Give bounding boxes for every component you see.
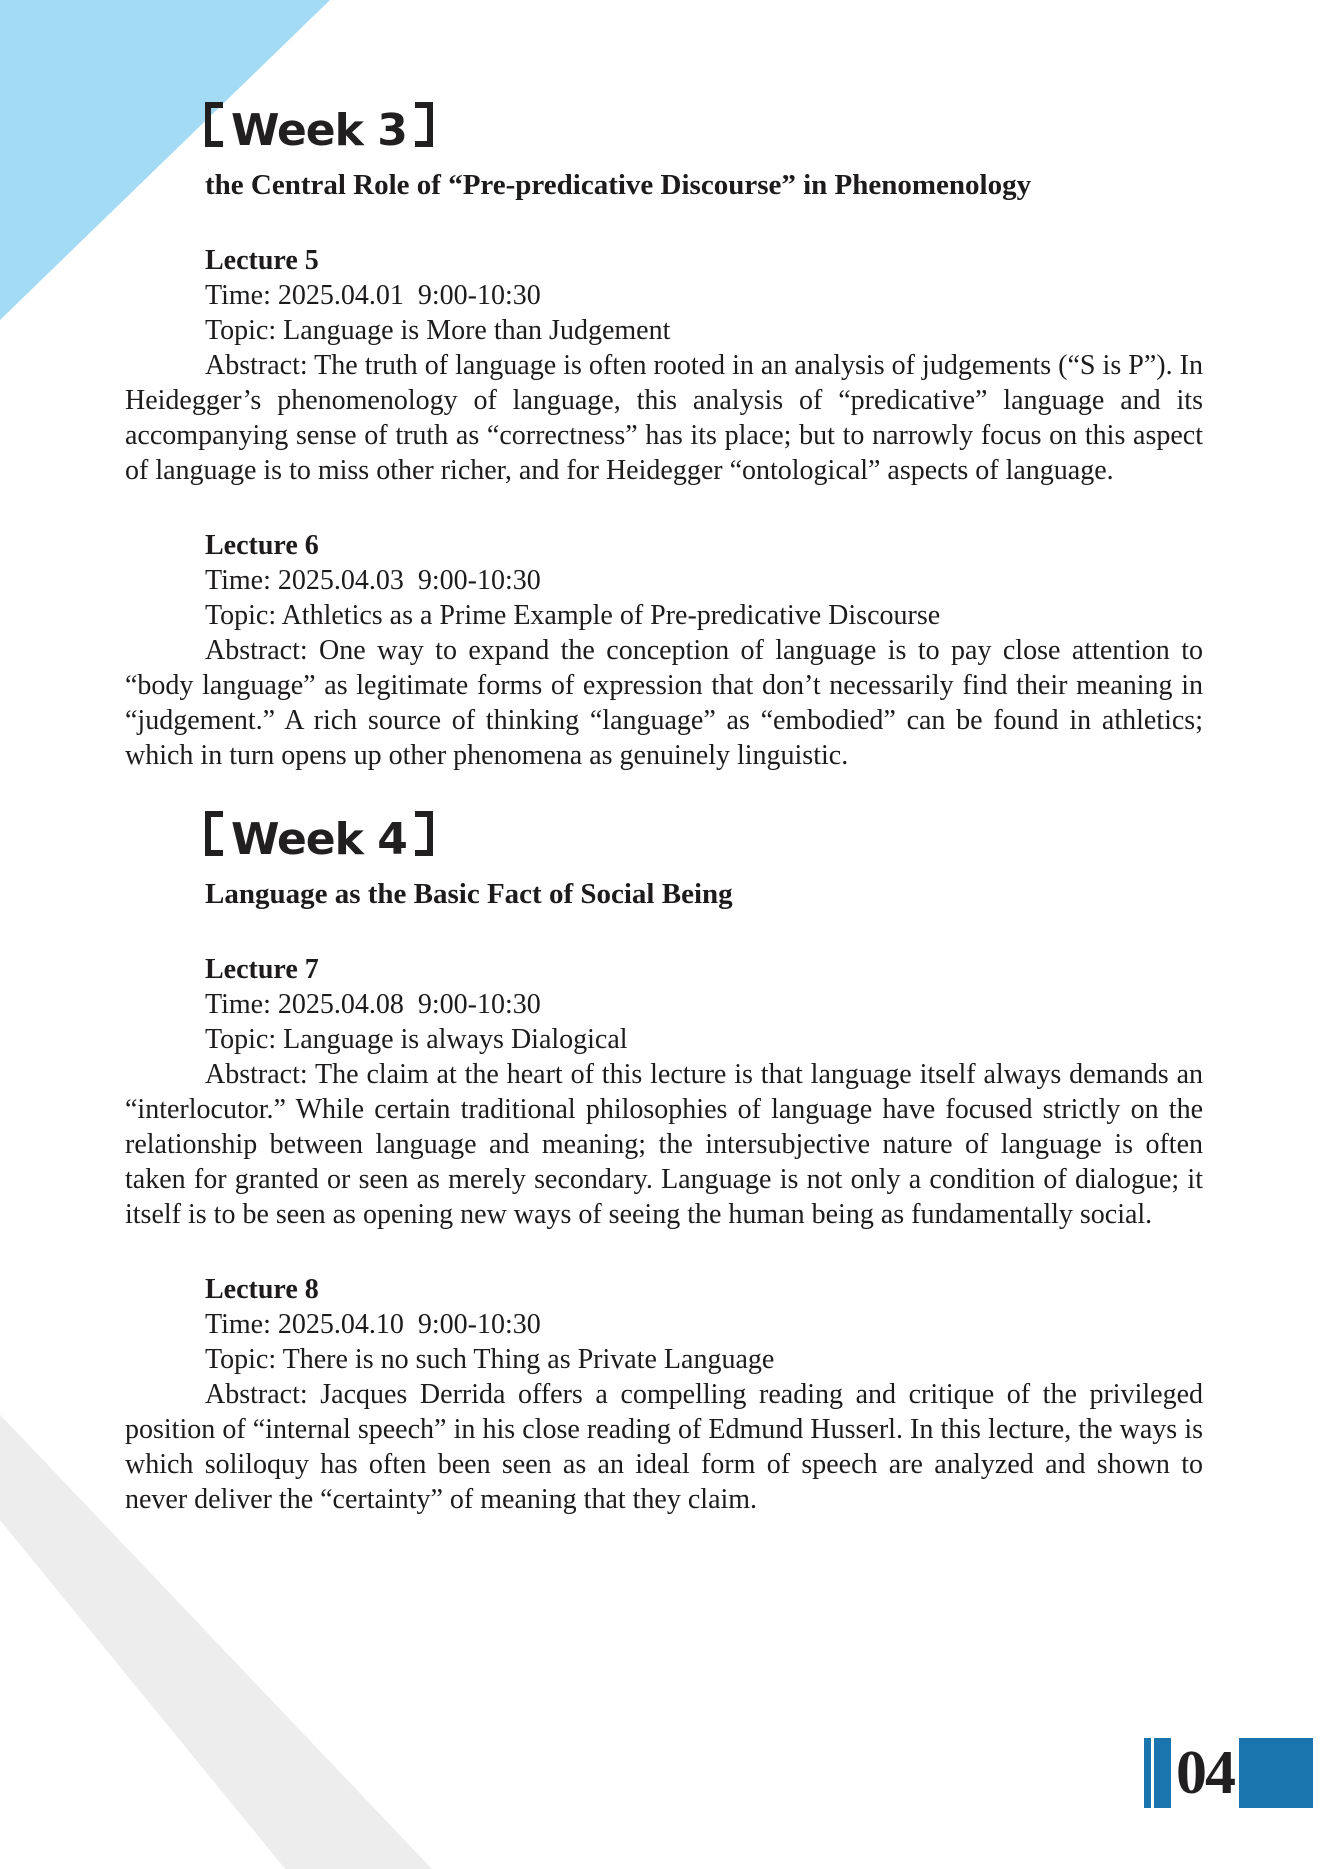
page-number-square [1239, 1738, 1313, 1808]
week-4-heading [205, 811, 1203, 863]
lecture-8-abstract: Abstract: Jacques Derrida offers a compelling reading and critique of the privileged position of “internal speech” in his close reading of Edmund Husserl. In this lecture, the ways is which soliloquy has often been seen as an ideal form of speech are analyzed and shown to never deliver the “certainty” of meaning that they claim. [125, 1379, 1203, 1515]
lecture-8-title: Lecture 8 [205, 1274, 319, 1305]
lecture-5-title: Lecture 5 [205, 245, 319, 276]
lecture-7-abstract: Abstract: The claim at the heart of this lecture is that language itself always demands an “interlocutor.” While certain traditional philosophies of language have focused strictly on the relationship between language and meaning; the intersubjective nature of language is often taken for granted or seen as merely secondary. Language is not only a condition of dialogue; it itself is to be seen as opening new ways of seeing the human being as fundamentally social. [125, 1059, 1203, 1230]
lecture-6-topic: Topic: Athletics as a Prime Example of Pre-predicative Discourse [205, 600, 941, 631]
week-4-heading-text: Week 4 [231, 814, 407, 865]
lenticular-bracket-left-icon [205, 811, 223, 856]
lecture-7-block [125, 952, 1203, 1232]
week-4-subtitle: Language as the Basic Fact of Social Being [205, 878, 733, 910]
page-content [125, 102, 1203, 1517]
lecture-6-block [125, 528, 1203, 773]
lecture-8-time: Time: 2025.04.10 9:00-10:30 [205, 1309, 541, 1340]
page-number-bar-thin [1144, 1738, 1151, 1808]
lecture-5-block [125, 243, 1203, 488]
lecture-5-time: Time: 2025.04.01 9:00-10:30 [205, 280, 541, 311]
lecture-6-time: Time: 2025.04.03 9:00-10:30 [205, 565, 541, 596]
lecture-7-time: Time: 2025.04.08 9:00-10:30 [205, 989, 541, 1020]
lecture-7-topic: Topic: Language is always Dialogical [205, 1024, 628, 1055]
lecture-6-abstract: Abstract: One way to expand the conception of language is to pay close attention to “body language” as legitimate forms of expression that don’t necessarily find their meaning in “judgement.” A rich source of thinking “language” as “embodied” can be found in athletics; which in turn opens up other phenomena as genuinely linguistic. [125, 635, 1203, 771]
week-4-section [125, 811, 1203, 1517]
lecture-7-title: Lecture 7 [205, 954, 319, 985]
page-number-bar-thick [1154, 1738, 1171, 1808]
lecture-8-block [125, 1272, 1203, 1517]
week-3-heading [205, 102, 1203, 154]
week-3-heading-text: Week 3 [231, 105, 407, 156]
lecture-6-title: Lecture 6 [205, 530, 319, 561]
week-3-section [125, 102, 1203, 773]
lecture-8-topic: Topic: There is no such Thing as Private Language [205, 1344, 775, 1375]
lecture-5-topic: Topic: Language is More than Judgement [205, 315, 671, 346]
lenticular-bracket-right-icon [415, 811, 433, 856]
lenticular-bracket-right-icon [415, 102, 433, 147]
lecture-5-abstract: Abstract: The truth of language is often rooted in an analysis of judgements (“S is P”). In Heidegger’s phenomenology of language, this analysis of “predicative” language and its accompanying sense of truth as “correctness” has its place; but to narrowly focus on this aspect of language is to miss other richer, and for Heidegger “ontological” aspects of language. [125, 350, 1203, 486]
lenticular-bracket-left-icon [205, 102, 223, 147]
week-3-subtitle: the Central Role of “Pre-predicative Discourse” in Phenomenology [205, 169, 1032, 201]
page-number: 04 [1176, 1738, 1234, 1807]
